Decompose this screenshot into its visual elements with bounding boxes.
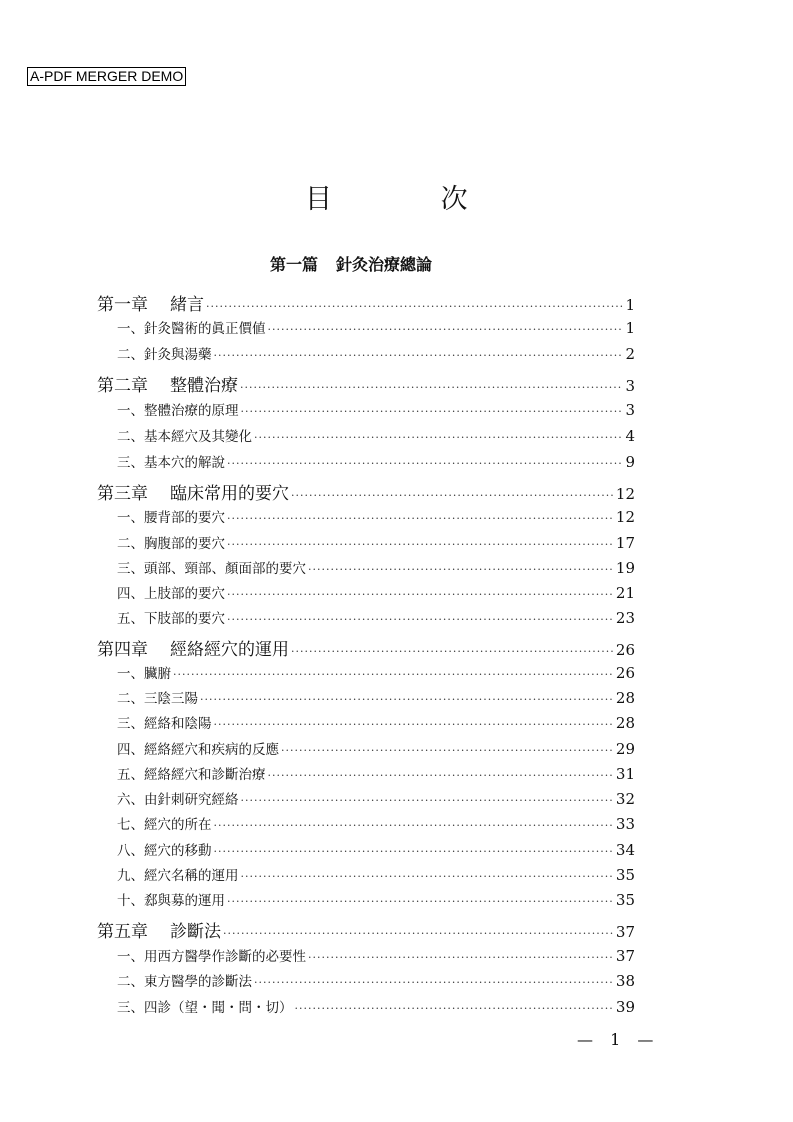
entry-page: 32	[615, 790, 635, 808]
entry-page: 37	[615, 923, 635, 941]
dot-leader	[241, 870, 614, 883]
entry-number: 第四章	[97, 640, 148, 660]
entry-title: 用西方醫學作診斷的必要性	[144, 949, 306, 965]
toc-section-entry	[117, 532, 635, 552]
entry-title: 臨床常用的要穴	[170, 484, 289, 504]
dot-leader	[268, 323, 624, 336]
entry-number: 四、	[117, 742, 144, 758]
dot-leader	[308, 563, 614, 576]
entry-page: 17	[615, 534, 635, 552]
entry-number: 七、	[117, 817, 144, 833]
dot-leader	[254, 431, 623, 444]
dot-leader	[281, 744, 614, 757]
entry-page: 3	[625, 377, 635, 395]
part-title: 針灸治療總論	[336, 255, 433, 274]
entry-title: 經絡和陰陽	[144, 716, 212, 732]
entry-number: 第三章	[97, 484, 148, 504]
entry-title: 針灸與湯藥	[144, 347, 212, 363]
dot-leader	[240, 381, 623, 394]
dot-leader	[214, 718, 614, 731]
dot-leader	[200, 693, 614, 706]
dot-leader	[214, 845, 614, 858]
entry-title: 基本經穴及其變化	[144, 429, 252, 445]
dot-leader	[227, 457, 623, 470]
entry-number: 第二章	[97, 376, 148, 396]
entry-number: 一、	[117, 510, 144, 526]
dot-leader	[291, 489, 614, 502]
entry-page: 34	[615, 841, 635, 859]
entry-page: 2	[625, 345, 635, 363]
entry-title: 腰背部的要穴	[144, 510, 225, 526]
toc-section-entry	[117, 687, 635, 707]
entry-number: 一、	[117, 321, 144, 337]
entry-page: 33	[615, 815, 635, 833]
entry-page: 1	[625, 319, 635, 337]
entry-page: 12	[615, 485, 635, 503]
toc-section-entry	[117, 945, 635, 965]
entry-page: 37	[615, 947, 635, 965]
dot-leader	[268, 769, 614, 782]
entry-number: 二、	[117, 347, 144, 363]
entry-title: 診斷法	[170, 922, 221, 942]
dot-leader	[291, 645, 614, 658]
toc-section-entry	[117, 889, 635, 909]
toc-section-entry	[117, 738, 635, 758]
toc-section-entry	[117, 506, 635, 526]
entry-page: 26	[615, 641, 635, 659]
entry-title: 郄與募的運用	[144, 893, 225, 909]
entry-title: 臟腑	[144, 666, 171, 682]
entry-number: 九、	[117, 868, 144, 884]
entry-title: 頭部、頸部、顏面部的要穴	[144, 561, 306, 577]
entry-number: 二、	[117, 974, 144, 990]
entry-title: 經穴名稱的運用	[144, 868, 239, 884]
toc-section-entry	[117, 712, 635, 732]
entry-number: 三、	[117, 561, 144, 577]
dot-leader	[308, 951, 614, 964]
entry-title: 經穴的所在	[144, 817, 212, 833]
toc-section-entry	[117, 662, 635, 682]
entry-title: 上肢部的要穴	[144, 586, 225, 602]
dot-leader	[223, 927, 614, 940]
dot-leader	[227, 538, 614, 551]
entry-page: 38	[615, 972, 635, 990]
entry-page: 12	[615, 508, 635, 526]
toc-section-entry	[117, 451, 635, 471]
entry-title: 四診（望・聞・問・切）	[144, 1000, 293, 1016]
entry-number: 二、	[117, 429, 144, 445]
entry-page: 35	[615, 891, 635, 909]
entry-page: 23	[615, 609, 635, 627]
part-number: 第一篇	[270, 255, 319, 274]
entry-title: 東方醫學的診斷法	[144, 974, 252, 990]
part-heading	[270, 254, 450, 276]
dot-leader	[173, 668, 614, 681]
entry-number: 四、	[117, 586, 144, 602]
entry-title: 下肢部的要穴	[144, 611, 225, 627]
entry-number: 三、	[117, 1000, 144, 1016]
entry-number: 五、	[117, 611, 144, 627]
entry-page: 31	[615, 765, 635, 783]
entry-title: 緒言	[170, 295, 204, 315]
entry-number: 一、	[117, 666, 144, 682]
dot-leader	[254, 976, 614, 989]
entry-page: 1	[625, 296, 635, 314]
dot-leader	[227, 613, 614, 626]
entry-number: 八、	[117, 843, 144, 859]
toc-chapter-entry	[97, 371, 635, 396]
entry-title: 針灸醫術的眞正價値	[144, 321, 266, 337]
dot-leader	[214, 819, 614, 832]
entry-number: 一、	[117, 949, 144, 965]
entry-page: 26	[615, 664, 635, 682]
entry-title: 經絡經穴和疾病的反應	[144, 742, 279, 758]
entry-number: 三、	[117, 455, 144, 471]
toc-section-entry	[117, 788, 635, 808]
entry-number: 一、	[117, 403, 144, 419]
entry-number: 六、	[117, 792, 144, 808]
entry-title: 經絡經穴的運用	[170, 640, 289, 660]
toc-section-entry	[117, 607, 635, 627]
entry-page: 9	[625, 453, 635, 471]
entry-page: 4	[625, 427, 635, 445]
toc-section-entry	[117, 970, 635, 990]
entry-page: 21	[615, 584, 635, 602]
entry-page: 19	[615, 559, 635, 577]
dot-leader	[227, 895, 614, 908]
watermark-label: A-PDF MERGER DEMO	[27, 67, 186, 86]
entry-title: 胸腹部的要穴	[144, 536, 225, 552]
toc-section-entry	[117, 813, 635, 833]
entry-number: 第一章	[97, 295, 148, 315]
entry-title: 由針刺研究經絡	[144, 792, 239, 808]
toc-section-entry	[117, 839, 635, 859]
page-number: — 1 —	[577, 1030, 660, 1049]
page-title: 目 次	[305, 184, 518, 215]
entry-page: 3	[625, 401, 635, 419]
entry-page: 28	[615, 689, 635, 707]
dot-leader	[295, 1002, 614, 1015]
dot-leader	[227, 512, 614, 525]
entry-page: 39	[615, 998, 635, 1016]
entry-title: 三陰三陽	[144, 691, 198, 707]
entry-page: 29	[615, 740, 635, 758]
toc-section-entry	[117, 425, 635, 445]
entry-number: 二、	[117, 691, 144, 707]
dot-leader	[227, 588, 614, 601]
toc-section-entry	[117, 557, 635, 577]
entry-number: 三、	[117, 716, 144, 732]
entry-page: 35	[615, 866, 635, 884]
toc-section-entry	[117, 582, 635, 602]
entry-title: 整體治療的原理	[144, 403, 239, 419]
dot-leader	[241, 794, 614, 807]
toc-chapter-entry	[97, 479, 635, 504]
toc-section-entry	[117, 343, 635, 363]
dot-leader	[241, 405, 624, 418]
toc-chapter-entry	[97, 290, 635, 315]
entry-title: 整體治療	[170, 376, 238, 396]
entry-number: 十、	[117, 893, 144, 909]
entry-title: 基本穴的解說	[144, 455, 225, 471]
toc-section-entry	[117, 399, 635, 419]
toc-chapter-entry	[97, 635, 635, 660]
dot-leader	[206, 300, 623, 313]
toc-section-entry	[117, 996, 635, 1016]
entry-number: 二、	[117, 536, 144, 552]
toc-chapter-entry	[97, 917, 635, 942]
entry-title: 經穴的移動	[144, 843, 212, 859]
entry-page: 28	[615, 714, 635, 732]
toc-section-entry	[117, 763, 635, 783]
toc-section-entry	[117, 317, 635, 337]
entry-number: 五、	[117, 767, 144, 783]
toc-section-entry	[117, 864, 635, 884]
dot-leader	[214, 349, 624, 362]
entry-number: 第五章	[97, 922, 148, 942]
entry-title: 經絡經穴和診斷治療	[144, 767, 266, 783]
